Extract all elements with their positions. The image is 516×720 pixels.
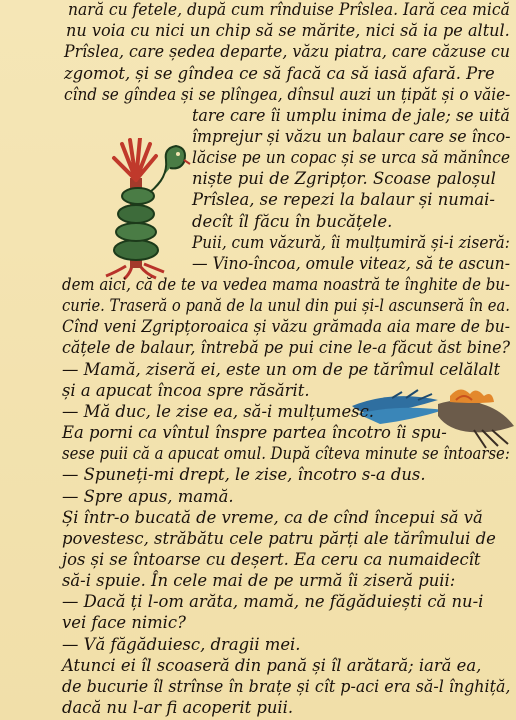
text-line: povestesc, străbătu cele patru părți ale tărîmului de xyxy=(62,528,496,548)
text-line: — Mamă, ziseră ei, este un om de pe tărîmul celălalt xyxy=(62,359,501,379)
text-line: jos și se întoarse cu deșert. Ea ceru ca numaidecît xyxy=(62,549,481,569)
text-line: curie. Traseră o pană de la unul din pui și-l ascunseră în ea. xyxy=(62,296,510,316)
text-line: — Spre apus, mamă. xyxy=(62,486,234,506)
text-line: vei face nimic? xyxy=(62,613,186,633)
text-line: — Dacă ți l-om arăta, mamă, ne făgăduiești că nu-i xyxy=(62,592,484,612)
text-line: Prîslea, se repezi la balaur și numai- xyxy=(192,190,495,210)
text-line: Puii, cum văzură, îi mulțumiră și-i ziseră: xyxy=(192,232,510,252)
text-line: dem aici, că de te va vedea mama noastră te înghite de bu- xyxy=(62,275,510,294)
text-line: Atunci ei îl scoaseră din pană și îl arătară; iară ea, xyxy=(62,655,482,675)
text-line: nară cu fetele, după cum rînduise Prîslea. Iară cea mică xyxy=(68,0,510,19)
text-line: nu voia cu nici un chip să se mărite, nici să ia pe altul. xyxy=(66,21,510,41)
text-line: Și într-o bucată de vreme, ca de cînd începui să vă xyxy=(62,507,483,527)
text-line: să-i spuie. În cele mai de pe urmă îi ziseră puii: xyxy=(62,571,456,591)
text-line: cățele de balaur, întrebă pe pui cine le-a făcut ăst bine? xyxy=(62,338,511,358)
text-line: — Mă duc, le zise ea, să-i mulțumesc. xyxy=(62,401,374,421)
text-line: dacă nu l-ar fi acoperit puii. xyxy=(62,698,294,717)
text-line: și a apucat încoa spre răsărit. xyxy=(62,380,310,400)
text-line: lăcise pe un copac și se urca să mănînce xyxy=(192,148,511,168)
text-line: Prîslea, care ședea departe, văzu piatra, care căzuse cu xyxy=(64,42,510,62)
text-line: sese puii că a apucat omul. După cîteva minute se întoarse: xyxy=(62,444,510,464)
text-line: — Vino-încoa, omule viteaz, să te ascun- xyxy=(192,253,510,273)
text-line: niște pui de Zgripțor. Scoase paloșul xyxy=(192,169,496,189)
text-line: zgomot, și se gîndea ce să facă ca să iasă afară. Pre xyxy=(64,63,495,83)
dragon-tree-illustration xyxy=(96,138,192,280)
text-line: de bucurie îl strînse în brațe și cît p-aci era să-l înghiță, xyxy=(62,676,511,696)
text-line: — Vă făgăduiesc, dragii mei. xyxy=(62,634,301,654)
text-line: decît îl făcu în bucățele. xyxy=(192,211,393,231)
text-line: cînd se gîndea și se plîngea, dînsul auzi un țipăt și o văie- xyxy=(64,84,511,104)
text-line: tare care îi umplu inima de jale; se uită xyxy=(192,105,510,125)
text-line: împrejur și văzu un balaur care se înco- xyxy=(192,126,511,146)
text-line: Ea porni ca vîntul înspre partea încotro îi spu- xyxy=(62,423,447,442)
text-line: Cînd veni Zgripțoroaica și văzu grămada aia mare de bu- xyxy=(62,317,510,337)
text-line: — Spuneți-mi drept, le zise, încotro s-a dus. xyxy=(62,465,426,485)
